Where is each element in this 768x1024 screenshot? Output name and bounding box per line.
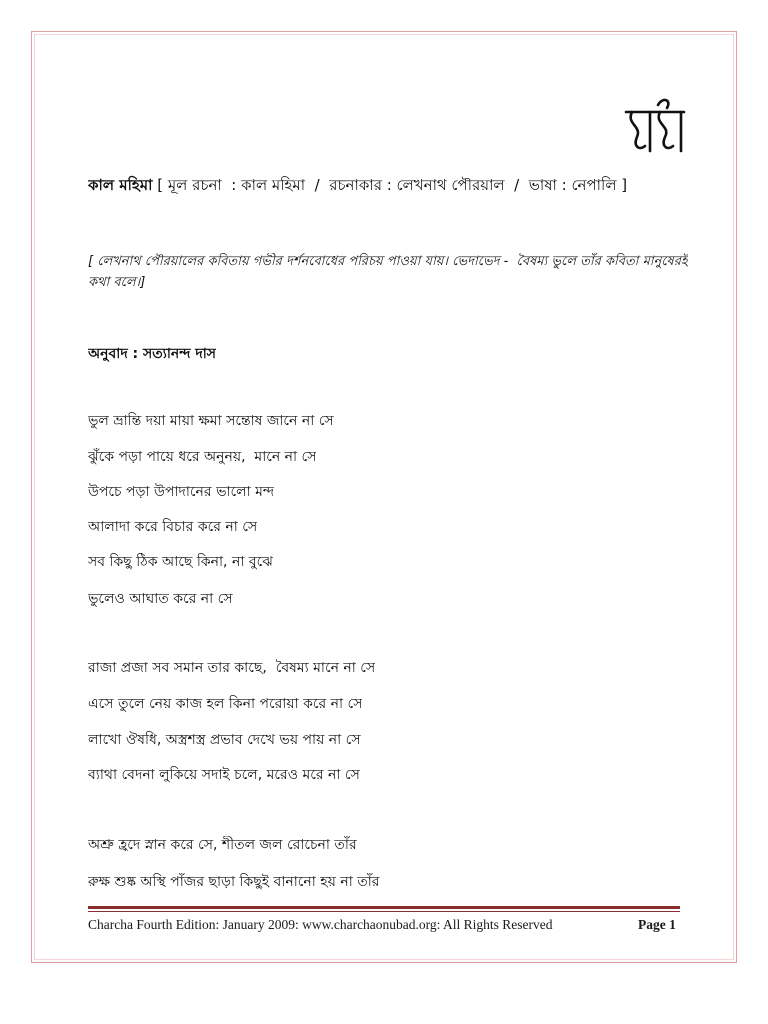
poem-line: ঝুঁকে পড়া পায়ে ধরে অনুনয়, মানে না সে [88,449,317,465]
title-bold: কাল মহিমা [88,176,153,194]
intro-line: কথা বলে।] [88,275,146,290]
document-title [88,175,627,195]
poem-line: আলাদা করে বিচার করে না সে [88,519,258,535]
poem-line: ব্যাথা বেদনা লুকিয়ে সদাই চলে, মরেও মরে না সে [88,767,360,783]
footer-rule-thin [88,911,680,912]
poem-line: সব কিছু ঠিক আছে কিনা, না বুঝে [88,554,273,570]
poem-line: উপচে পড়া উপাদানের ভালো মন্দ [88,484,275,500]
footer-credit: Charcha Fourth Edition: January 2009: www.charchaonubad.org: All Rights Reserved [88,917,553,932]
charcha-logo [620,96,690,158]
poem-line: ভুলেও আঘাত করে না সে [88,591,233,607]
poem-line: রাজা প্রজা সব সমান তার কাছে, বৈষম্য মানে না সে [88,660,376,676]
translator-credit: অনুবাদ : সত্যানন্দ দাস [88,346,217,362]
title-source-info: [ মূল রচনা : কাল মহিমা / রচনাকার : লেখনাথ পৌরয়াল / ভাষা : নেপালি ] [152,176,628,194]
page-number: Page 1 [638,917,676,932]
intro-line: [ লেখনাথ পৌরয়ালের কবিতায় গভীর দর্শনবোধের পরিচয় পাওয়া যায়। ভেদাভেদ - বৈষম্য ভুলে তাঁর কবিতা মানুষেরই [88,254,688,269]
poem-line: রুক্ষ শুষ্ক অস্থি পাঁজর ছাড়া কিছুই বানানো হয় না তাঁর [88,874,380,890]
poem-line: লাখো ঔষধি, অস্ত্রশস্ত্র প্রভাব দেখে ভয় পায় না সে [88,732,361,748]
footer-rule-thick [88,906,680,909]
poem-line: ভুল ভ্রান্তি দয়া মায়া ক্ষমা সন্তোষ জানে না সে [88,413,334,429]
poem-line: অশ্রু হ্রদে স্নান করে সে, শীতল জল রোচেনা তাঁর [88,837,357,853]
poem-line: এসে তুলে নেয় কাজ হল কিনা পরোয়া করে না সে [88,696,363,712]
